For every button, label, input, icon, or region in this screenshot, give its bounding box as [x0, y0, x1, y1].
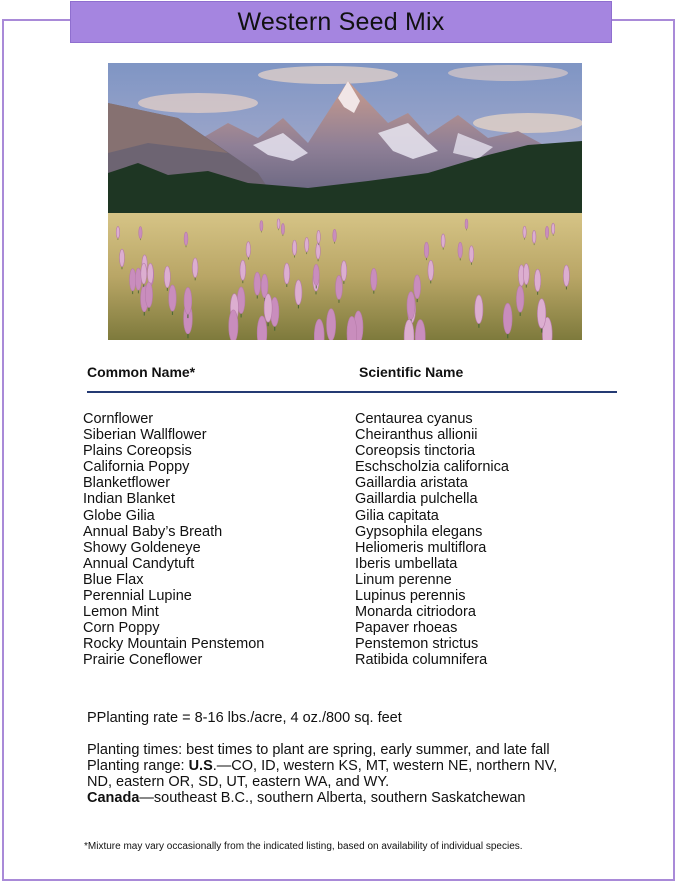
- common-name-item: Lemon Mint: [83, 604, 159, 621]
- scientific-name-item: Penstemon strictus: [355, 636, 479, 653]
- scientific-name-item: Papaver rhoeas: [355, 620, 458, 637]
- planting-details: [87, 742, 557, 806]
- common-name-item: Blanketflower: [83, 475, 171, 492]
- scientific-name-item: Iberis umbellata: [355, 555, 458, 572]
- scientific-name-item: Gypsophila elegans: [355, 523, 483, 540]
- scientific-name-item: Monarda citriodora: [355, 604, 476, 621]
- common-name-item: Showy Goldeneye: [83, 539, 201, 556]
- header-rule: [87, 391, 617, 393]
- header-common-name: Common Name*: [87, 364, 196, 380]
- common-name-item: Annual Baby’s Breath: [83, 523, 223, 540]
- canada-range-text: —southeast B.C., southern Alberta, southern Saskatchewan: [139, 790, 526, 807]
- planting-range-label: Planting range:: [87, 758, 189, 775]
- meadow-image: [108, 63, 582, 340]
- us-range-text-2: ND, eastern OR, SD, UT, eastern WA, and WY.: [87, 774, 390, 791]
- common-name-item: Indian Blanket: [83, 491, 175, 508]
- common-name-item: Prairie Coneflower: [83, 652, 203, 669]
- scientific-name-item: Centaurea cyanus: [355, 411, 473, 427]
- common-name-item: Globe Gilia: [83, 507, 155, 524]
- planting-times: Planting times: best times to plant are spring, early summer, and late fall: [87, 742, 550, 758]
- scientific-name-item: Linum perenne: [355, 571, 452, 588]
- scientific-name-item: Gaillardia pulchella: [355, 491, 478, 508]
- footnote: *Mixture may vary occasionally from the indicated listing, based on availability of individual species.: [84, 841, 523, 852]
- page-title: Western Seed Mix: [237, 7, 445, 36]
- scientific-name-item: Coreopsis tinctoria: [355, 443, 476, 460]
- scientific-name-item: Heliomeris multiflora: [355, 539, 487, 556]
- us-label: U.S: [188, 758, 213, 775]
- common-name-item: Rocky Mountain Penstemon: [83, 636, 265, 653]
- scientific-name-item: Lupinus perennis: [355, 588, 466, 605]
- planting-rate: PPlanting rate = 8-16 lbs./acre, 4 oz./800 sq. feet: [87, 710, 402, 726]
- scientific-name-item: Eschscholzia californica: [355, 459, 509, 476]
- common-name-list: [83, 411, 264, 669]
- scientific-name-list: [355, 411, 509, 669]
- common-name-item: California Poppy: [83, 459, 190, 476]
- common-name-item: Perennial Lupine: [83, 588, 192, 605]
- common-name-item: Plains Coreopsis: [83, 443, 192, 460]
- common-name-item: Annual Candytuft: [83, 555, 195, 572]
- header-scientific-name: Scientific Name: [359, 364, 464, 380]
- common-name-item: Cornflower: [83, 411, 154, 427]
- common-name-item: Blue Flax: [83, 571, 144, 588]
- scientific-name-item: Ratibida columnifera: [355, 652, 488, 669]
- title-bar: [70, 1, 612, 43]
- canada-label: Canada: [87, 790, 140, 807]
- common-name-item: Corn Poppy: [83, 620, 160, 637]
- us-range-text-1: .—CO, ID, western KS, MT, western NE, northern NV,: [212, 758, 558, 775]
- scientific-name-item: Gaillardia aristata: [355, 475, 468, 492]
- scientific-name-item: Cheiranthus allionii: [355, 427, 478, 444]
- scientific-name-item: Gilia capitata: [355, 507, 439, 524]
- common-name-item: Siberian Wallflower: [83, 427, 207, 444]
- planting-range-line1: [87, 758, 557, 774]
- canada-range: [87, 790, 557, 806]
